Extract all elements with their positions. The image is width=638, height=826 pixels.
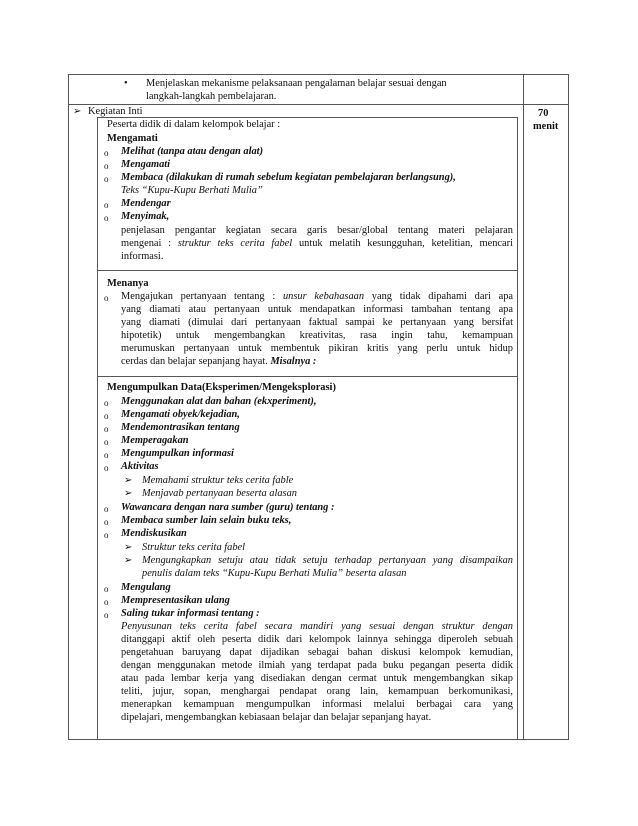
mengumpulkan-item: Saling tukar informasi tentang :: [121, 608, 260, 619]
row-divider: [68, 104, 568, 105]
mengamati-item: Membaca (dilakukan di rumah sebelum kegiatan pembelajaran berlangsung),: [121, 172, 456, 183]
menanya-line-1c: yang tidak dipahami dari apa: [364, 291, 514, 302]
menanya-heading: Menanya: [107, 278, 149, 289]
menyimak-topic: struktur teks cerita fabel: [177, 238, 293, 249]
list-marker-icon: o: [104, 450, 109, 460]
menanya-line-1: [121, 290, 513, 304]
diskusi-sub-item: Struktur teks cerita fabel: [142, 542, 246, 553]
mengumpulkan-item: Mendemontrasikan tentang: [121, 422, 240, 433]
list-marker-icon: o: [104, 148, 109, 158]
menanya-line-4: hipotetik) untuk mengembangkan kreativitas, rasa ingin tahu, kemampuan: [121, 330, 513, 341]
paragraph-line: ditanggapi aktif oleh peserta didik dari kelompok lainnya sehingga diperoleh sebuah: [121, 634, 513, 645]
menyimak-line-2: [121, 237, 513, 251]
list-marker-icon: o: [104, 584, 109, 594]
mengamati-item: Menyimak,: [121, 211, 170, 222]
table-bottom-border: [68, 739, 568, 740]
menanya-line-5: merumuskan pertanyaan untuk membentuk pikiran kritis yang perlu untuk hidup: [121, 343, 513, 354]
list-marker-icon: o: [104, 174, 109, 184]
paragraph-line: pengetahuan baruyang dapat dijadikan sebagai bahan diskusi kelompok kemudian,: [121, 647, 513, 658]
list-marker-icon: o: [104, 424, 109, 434]
list-marker-icon: o: [104, 213, 109, 223]
misalnya-label: Misalnya :: [270, 356, 317, 367]
teks-title-line: Teks “Kupu-Kupu Berhati Mulia”: [121, 185, 263, 196]
arrow-bullet-icon: ➢: [124, 475, 133, 486]
menyimak-line-3: informasi.: [121, 251, 164, 262]
list-marker-icon: o: [104, 437, 109, 447]
time-unit: menit: [533, 121, 559, 132]
diskusi-sub-item: Mengungkapkan setuju atau tidak setuju terhadap pertanyaan yang disampaikan: [142, 555, 513, 566]
mengumpulkan-item: Mengumpulkan informasi: [121, 448, 234, 459]
menanya-line-6: [121, 355, 316, 369]
menyimak-line-1: penjelasan pengantar kegiatan secara garis besar/global tentang materi pelajaran: [121, 225, 513, 236]
menanya-line-2: yang diamati atau pertanyaan untuk mendapatkan informasi tambahan tentang apa: [121, 304, 513, 315]
list-marker-icon: o: [104, 597, 109, 607]
table-time-divider: [523, 74, 524, 740]
table-top-border: [68, 74, 568, 75]
mengumpulkan-item: Memperagakan: [121, 435, 189, 446]
aktivitas-sub-item: Menjavab pertanyaan beserta alasan: [142, 488, 297, 499]
arrow-bullet-icon: ➢: [124, 542, 133, 553]
mengumpulkan-item: Membaca sumber lain selain buku teks,: [121, 515, 292, 526]
bullet-dot: •: [124, 78, 128, 89]
list-marker-icon: o: [104, 517, 109, 527]
intro-line-1: Menjelaskan mekanisme pelaksanaan pengalaman belajar sesuai dengan: [146, 78, 447, 89]
diskusi-sub-item-cont: penulis dalam teks “Kupu-Kupu Berhati Mulia” beserta alasan: [142, 568, 407, 579]
paragraph-line: menerapkan kemampuan mengumpulkan informasi melalui berbagai cara yang: [121, 699, 513, 710]
menanya-line-1a: Mengajukan pertanyaan tentang :: [121, 291, 283, 302]
mengumpulkan-item: Mendiskusikan: [121, 528, 187, 539]
menanya-line-3: yang diamati (dimulai dari pertanyaan faktual sampai ke pertanyaan yang bersifat: [121, 317, 513, 328]
mengumpulkan-item: Mengamati obyek/kejadian,: [121, 409, 240, 420]
list-marker-icon: o: [104, 161, 109, 171]
list-marker-icon: o: [104, 530, 109, 540]
mengumpulkan-item: Aktivitas: [121, 461, 159, 472]
list-marker-icon: o: [104, 200, 109, 210]
paragraph-line: atau pada lembar kerja yang disediakan dengan cermat untuk mengembangkan sikap: [121, 673, 513, 684]
paragraph-line: dipelajari, mengembangkan kebiasaan belajar dan belajar sepanjang hayat.: [121, 712, 432, 723]
table-left-border: [68, 74, 69, 740]
mengamati-item: Melihat (tanpa atau dengan alat): [121, 146, 264, 157]
section-divider-mengumpulkan: [97, 376, 517, 377]
paragraph-line: Penyusunan teks cerita fabel secara mandiri yang sesuai dengan struktur dengan: [121, 621, 513, 632]
list-marker-icon: o: [104, 463, 109, 473]
menyimak-line-2a: mengenai :: [121, 238, 178, 249]
menanya-line-6a: cerdas dan belajar sepanjang hayat.: [121, 356, 271, 367]
mengamati-heading: Mengamati: [107, 133, 158, 144]
menyimak-line-2c: untuk melatih kesungguhan, ketelitian, mencari: [292, 238, 513, 249]
mengamati-item: Mendengar: [121, 198, 171, 209]
mengamati-item: Mengamati: [121, 159, 171, 170]
list-marker-icon: o: [104, 398, 109, 408]
mengumpulkan-item: Menggunakan alat dan bahan (ekxperiment),: [121, 396, 317, 407]
paragraph-line: dengan menggunakan metode ilmiah yang terdapat pada buku pegangan peserta didik: [121, 660, 513, 671]
mengumpulkan-heading: Mengumpulkan Data(Eksperimen/Mengeksplorasi): [107, 382, 336, 393]
aktivitas-sub-item: Memahami struktur teks cerita fable: [142, 475, 294, 486]
mengumpulkan-item: Mengulang: [121, 582, 171, 593]
mengumpulkan-item: Wawancara dengan nara sumber (guru) tentang :: [121, 502, 335, 513]
list-marker-icon: o: [104, 504, 109, 514]
table-right-border: [568, 74, 569, 740]
inner-box-left: [97, 117, 98, 739]
list-marker-icon: o: [104, 610, 109, 620]
menanya-topic: unsur kebahasaan: [282, 291, 365, 302]
list-marker-icon: o: [104, 411, 109, 421]
inner-box-right: [517, 117, 518, 739]
arrow-bullet-icon: ➢: [73, 106, 82, 117]
mengumpulkan-item: Mempresentasikan ulang: [121, 595, 230, 606]
list-marker-icon: o: [104, 293, 109, 303]
mengamati-intro: Peserta didik di dalam kelompok belajar :: [107, 119, 281, 130]
section-divider-menanya: [97, 270, 517, 271]
paragraph-line: teliti, jujur, sopan, menghargai pendapat orang lain, kemampuan berkomunikasi,: [121, 686, 513, 697]
arrow-bullet-icon: ➢: [124, 488, 133, 499]
arrow-bullet-icon: ➢: [124, 555, 133, 566]
time-value: 70: [538, 108, 549, 119]
intro-line-2: langkah-langkah pembelajaran.: [146, 91, 277, 102]
kegiatan-inti-label: Kegiatan Inti: [88, 106, 143, 117]
